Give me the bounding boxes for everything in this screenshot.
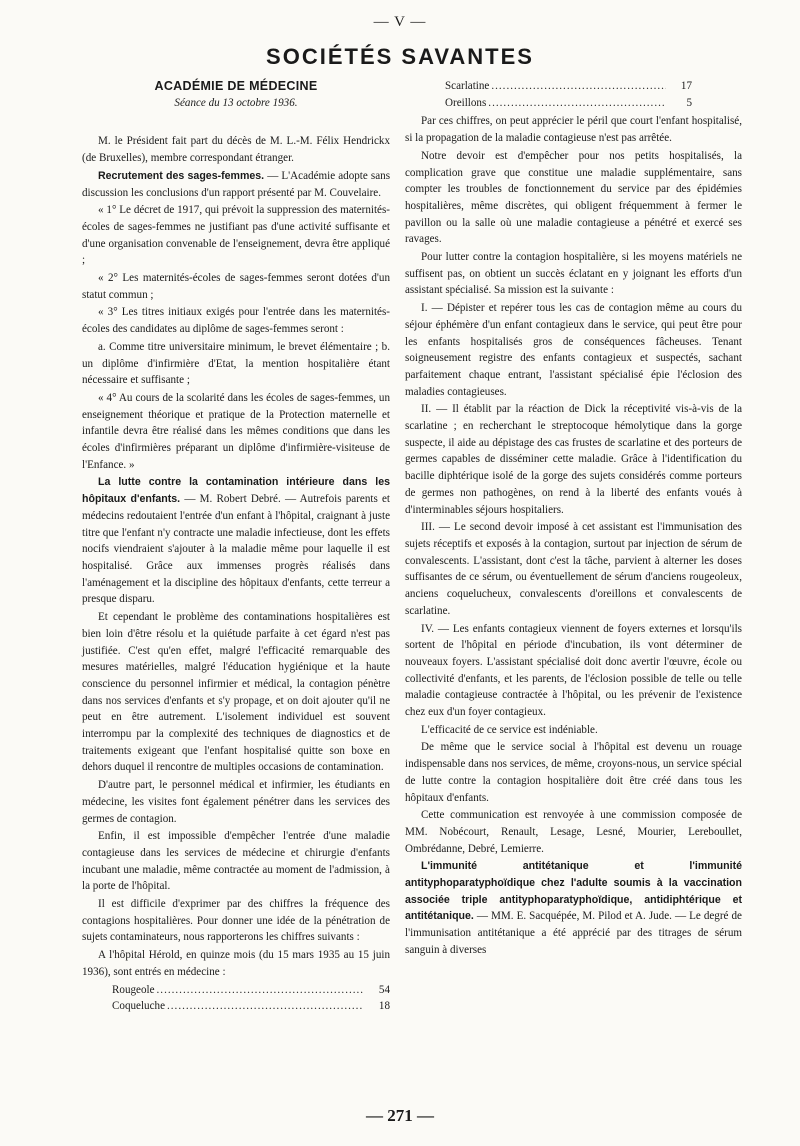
page-number: — 271 —	[366, 1106, 434, 1125]
stats-table	[445, 78, 692, 111]
paragraph: « 4° Au cours de la scolarité dans les écoles de sages-femmes, un enseignement théorique et pratique de la Protection maternelle et infantile devra être réalisé dans les mêmes conditions que dans les écoles d'infirmières préparant un diplôme d'infirmière-visiteuse de l'Enfance. »	[82, 391, 390, 471]
left-column	[82, 78, 390, 1017]
paragraph: Il est difficile d'exprimer par des chiffres la fréquence des contagions hospitalières. Pour donner une idée de la pénétration de sujets contaminateurs, nous rapporterons les chiffres suivants :	[82, 898, 390, 944]
stats-row: Rougeole ..... 54	[112, 982, 390, 999]
stats-row: Oreillons ..... 5	[445, 95, 692, 112]
stats-row: Scarlatine ..... 17	[445, 78, 692, 95]
paragraph: « 2° Les maternités-écoles de sages-femmes seront dotées d'un statut commun ;	[82, 272, 390, 301]
stats-row: Coqueluche ..... 18	[112, 998, 390, 1015]
masthead-title: SOCIÉTÉS SAVANTES	[266, 44, 534, 69]
paragraph: « 1° Le décret de 1917, qui prévoit la suppression des maternités-écoles de sages-femmes ne justifiant pas d'une activité suffisante et d'une organisation convenable de l'enseignement, devra être appliqué ;	[82, 204, 390, 267]
paragraph: II. — Il établit par la réaction de Dick la réceptivité vis-à-vis de la scarlatine ; en recherchant le streptocoque hémolytique dans la gorge suspecte, il aide au dépistage des cas frustes de scarlatine et des porteurs de germes capables de disséminer cette maladie. Grâce à l'identification du bacille diphtérique isolé de la gorge des sujets considérés comme porteurs de germes non pathogènes, on rend à la liberté des enfants voués à d'interminables séjours hospitaliers.	[405, 403, 742, 516]
paragraph: III. — Le second devoir imposé à cet assistant est l'immunisation des sujets réceptifs et exposés à la contagion, surtout par injection de sérum de convalescents. L'assistant, dont c'est la tâche, parvient à alterner les doses suffisantes de ce sérum, ou éventuellement de sérum d'anciens rougeoleux, anciens coquelucheux, convalescents d'oreillons et convalescents de scarlatine.	[405, 521, 742, 617]
stats-table	[112, 982, 390, 1015]
page-header: — V —	[373, 14, 427, 30]
run-in-heading: Recrutement des sages-femmes.	[98, 169, 265, 182]
paragraph: a. Comme titre universitaire minimum, le brevet élémentaire ; b. un diplôme d'infirmière d'Etat, la mention hospitalière étant nécessaire et suffisante ;	[82, 340, 390, 387]
paragraph: A l'hôpital Hérold, en quinze mois (du 15 mars 1935 au 15 juin 1936), sont entrés en médecine :	[82, 949, 390, 978]
paragraph: D'autre part, le personnel médical et infirmier, les étudiants en médecine, les visites font également pénétrer dans les services des germes de contagion.	[82, 779, 390, 825]
right-column	[405, 78, 742, 960]
paragraph: « 3° Les titres initiaux exigés pour l'entrée dans les maternités-écoles des candidates au diplôme de sages-femmes seront :	[82, 306, 390, 336]
paragraph: L'efficacité de ce service est indéniable.	[421, 723, 598, 736]
paragraph: L'immunité antitétanique et l'immunité antityphoparatyphoïdique chez l'adulte soumis à la vaccination associée triple antityphoparatyphoïdique, antidiphtérique et antitétanique. — MM. E. Sacquépée, M. Pilod et A. Jude. — Le degré de l'immunisation antitétanique a été apprécié par des titrages de sérum sanguin à diverses	[405, 860, 742, 956]
paragraph: I. — Dépister et repérer tous les cas de contagion même au cours du séjour éphémère d'un enfant contagieux dans le service, qui peut être pour les enfants hospitalisés gros de conséquences fâcheuses. Tenant soigneusement registre des enfants contagieux et suspectés, sachant parfaitement chaque entrant, l'assistant spécialisé épie l'éclosion des maladies contagieuses.	[405, 302, 742, 398]
run-in-heading: L'immunité antitétanique et l'immunité antityphoparatyphoïdique chez l'adulte soumis à la vaccination associée triple antityphoparatyphoïdique, antidiphtérique et antitétanique.	[405, 860, 742, 923]
section-title: ACADÉMIE DE MÉDECINE	[154, 79, 318, 93]
paragraph: M. le Président fait part du décès de M. L.-M. Félix Hendrickx (de Bruxelles), membre correspondant étranger.	[82, 135, 390, 165]
paragraph: IV. — Les enfants contagieux viennent de foyers externes et lorsqu'ils sortent de l'hôpital en période d'incubation, ils vont déterminer de nouveaux foyers. L'assistant spécialisé doit donc avertir l'œuvre, école ou collectivité d'enfants, et les parents, de l'éclosion possible de telle ou telle maladie contagieuse contractée à l'hôpital, ou les prévenir de l'existence chez eux d'un foyer contagieux.	[405, 622, 742, 719]
paragraph: Recrutement des sages-femmes. — L'Académie adopte sans discussion les conclusions d'un rapport présenté par M. Couvelaire.	[82, 169, 391, 199]
paragraph: La lutte contre la contamination intérieure dans les hôpitaux d'enfants. — M. Robert Debré. — Autrefois parents et médecins redoutaient l'entrée d'un enfant à l'hôpital, craignant à juste titre que l'enfant n'y contracte une maladie infectieuse, dont les effets nocifs viendraient s'ajouter à la maladie même pour laquelle il est hospitalisé. Grâce aux immenses progrès réalisés dans l'aménagement et la discipline des hôpitaux d'enfants, cette terreur a presque disparu.	[82, 476, 390, 606]
paragraph: Par ces chiffres, on peut apprécier le péril que court l'enfant hospitalisé, si la propagation de la maladie contagieuse n'est pas arrêtée.	[405, 115, 742, 145]
run-in-heading: La lutte contre la contamination intérieure dans les hôpitaux d'enfants.	[82, 476, 390, 506]
session-date: Séance du 13 octobre 1936.	[174, 96, 298, 109]
paragraph: Notre devoir est d'empêcher pour nos petits hospitalisés, la complication grave que constitue une maladie supplémentaire, sans compter les troubles de fonctionnement du service par des épidémies hospitalières, même discrètes, qui obligent fréquemment à fermer le pavillon ou la salle où une maladie contagieuse a pénétré et exercé ses ravages.	[405, 149, 742, 246]
paragraph: Pour lutter contre la contagion hospitalière, si les moyens matériels ne suffisent pas, on obtient un succès éclatant en y joignant les efforts d'un assistant spécialisé. Sa mission est la suivante :	[405, 251, 742, 297]
paragraph: Et cependant le problème des contaminations hospitalières est bien loin d'être résolu et la quiétude parfaite à cet égard n'est pas justifiée. C'est qu'en effet, malgré l'efficacité remarquable des mesures matérielles, malgré l'éducation hygiénique et la haute conscience du personnel infirmier et médical, la contagion pénètre dans nos services d'enfants et s'y propage, et on doit ajouter qu'il ne peut en être autrement. L'isolement individuel est souvent interrompu par la complexité des techniques de diagnostics et de traitements exigeant que l'enfant hospitalisé quitte son boxe en dehors duquel il rencontre de multiples occasions de contamination.	[82, 611, 390, 774]
paragraph: Enfin, il est impossible d'empêcher l'entrée d'une maladie contagieuse dans les services de médecine et chirurgie d'enfants incubant une maladie, même contractée au moment de l'admission, à la porte de l'hôpital.	[82, 830, 390, 893]
paragraph: De même que le service social à l'hôpital est devenu un rouage indispensable dans nos services, de même, croyons-nous, un service spécial de lutte contre la contagion hospitalière doit être créé dans tous les hôpitaux d'enfants.	[405, 741, 742, 804]
paragraph: Cette communication est renvoyée à une commission composée de MM. Nobécourt, Renault, Lesage, Lesné, Mourier, Lereboullet, Ombrédanne, Debré, Lemierre.	[405, 809, 742, 855]
